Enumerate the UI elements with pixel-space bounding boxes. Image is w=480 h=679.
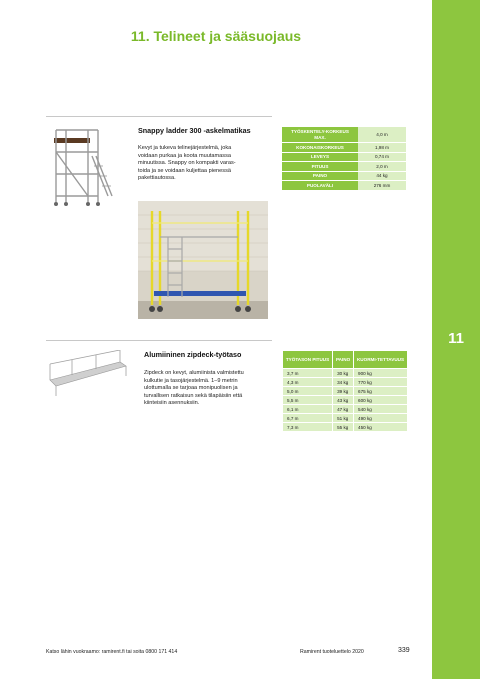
table-cell: 34 kg	[333, 378, 353, 386]
table-cell: 540 kg	[354, 405, 407, 413]
description-line: pakettiautossa.	[138, 175, 176, 182]
table-cell: 7,3 m	[283, 423, 332, 431]
table-header-row	[283, 351, 407, 368]
spec-label: PITUUS	[282, 162, 358, 171]
table-cell: 3,7 m	[283, 369, 332, 377]
page-title: 11. Telineet ja sääsuojaus	[130, 28, 302, 44]
table-row	[283, 414, 407, 422]
table-cell: 6,7 m	[283, 414, 332, 422]
table-cell: 770 kg	[354, 378, 407, 386]
column-header: TYÖTASON PITUUS	[283, 351, 332, 368]
product-description-snappy	[138, 145, 268, 183]
chapter-number: 11	[448, 330, 464, 347]
table-cell: 51 kg	[333, 414, 353, 422]
table-row	[283, 387, 407, 395]
table-cell: 43 kg	[333, 396, 353, 404]
snappy-spec-table	[282, 126, 406, 191]
description-line: ulottumalla se tarjoaa monipuolisen ja	[144, 385, 238, 392]
product-title-zipdeck: Alumiininen zipdeck-työtaso	[144, 350, 242, 359]
table-cell: 30 kg	[333, 369, 353, 377]
table-cell: 900 kg	[354, 369, 407, 377]
spec-label: PAINO	[282, 172, 358, 181]
table-cell: 490 kg	[354, 414, 407, 422]
table-cell: 5,5 m	[283, 396, 332, 404]
table-row	[283, 378, 407, 386]
footer-contact: Katso lähin vuokraamo: ramirent.fi tai soita 0800 171 414	[46, 649, 178, 655]
product-title-snappy: Snappy ladder 300 -askelmatikas	[138, 126, 251, 135]
spec-label: TYÖSKENTELY-KORKEUS MAX.	[282, 127, 358, 142]
description-line: Kevyt ja tukeva telinejärjestelmä, joka	[138, 145, 232, 151]
spec-value: 44 kg	[358, 172, 406, 181]
description-line: turvallisen ratkaisun sekä tilapäisiin että	[144, 392, 243, 399]
page-number: 339	[398, 647, 410, 654]
table-row	[283, 405, 407, 413]
scaffold-photo	[138, 201, 268, 319]
zipdeck-image	[46, 350, 128, 400]
spec-value: 4,0 m	[358, 127, 406, 142]
table-cell: 450 kg	[354, 423, 407, 431]
section-divider-1	[46, 116, 272, 117]
column-header: KUORMI-TETTAVUUS	[354, 351, 407, 368]
column-header: PAINO	[333, 351, 353, 368]
spec-row	[282, 181, 406, 190]
spec-value: 0,74 m	[358, 153, 406, 162]
spec-row	[282, 143, 406, 152]
table-cell: 600 kg	[354, 396, 407, 404]
table-cell: 55 kg	[333, 423, 353, 431]
table-row	[283, 369, 407, 377]
table-row	[283, 396, 407, 404]
footer-catalog: Ramirent tuoteluettelo 2020	[300, 649, 364, 655]
table-row	[283, 423, 407, 431]
zipdeck-spec-table	[282, 350, 408, 432]
table-cell: 6,1 m	[283, 405, 332, 413]
table-cell: 5,0 m	[283, 387, 332, 395]
description-line: kiinteisiin asennuksiin.	[144, 400, 200, 407]
spec-label: LEVEYS	[282, 153, 358, 162]
spec-value: 276 mm	[358, 181, 406, 190]
spec-row	[282, 127, 406, 142]
spec-value: 1,98 m	[358, 143, 406, 152]
table-cell: 39 kg	[333, 387, 353, 395]
scaffold-ladder-image	[46, 122, 116, 208]
description-line: Zipdeck on kevyt, alumiinista valmistettu	[144, 370, 244, 376]
section-divider-2	[46, 340, 272, 341]
spec-value: 2,0 m	[358, 162, 406, 171]
product-description-zipdeck	[144, 370, 276, 408]
spec-row	[282, 162, 406, 171]
spec-label: KOKONAISKORKEUS	[282, 143, 358, 152]
description-line: toida ja se voidaan kuljettaa pienessä	[138, 167, 231, 174]
spec-row	[282, 172, 406, 181]
description-line: kulkutie ja tasojärjestelmä. 1–9 metrin	[144, 377, 238, 384]
table-cell: 675 kg	[354, 387, 407, 395]
spec-row	[282, 153, 406, 162]
description-line: voidaan purkaa ja koota muutamassa	[138, 152, 231, 159]
spec-label: PUOLAVÄLI	[282, 181, 358, 190]
table-cell: 4,3 m	[283, 378, 332, 386]
description-line: minuutissa. Snappy on kompakti varas-	[138, 160, 236, 167]
table-cell: 47 kg	[333, 405, 353, 413]
